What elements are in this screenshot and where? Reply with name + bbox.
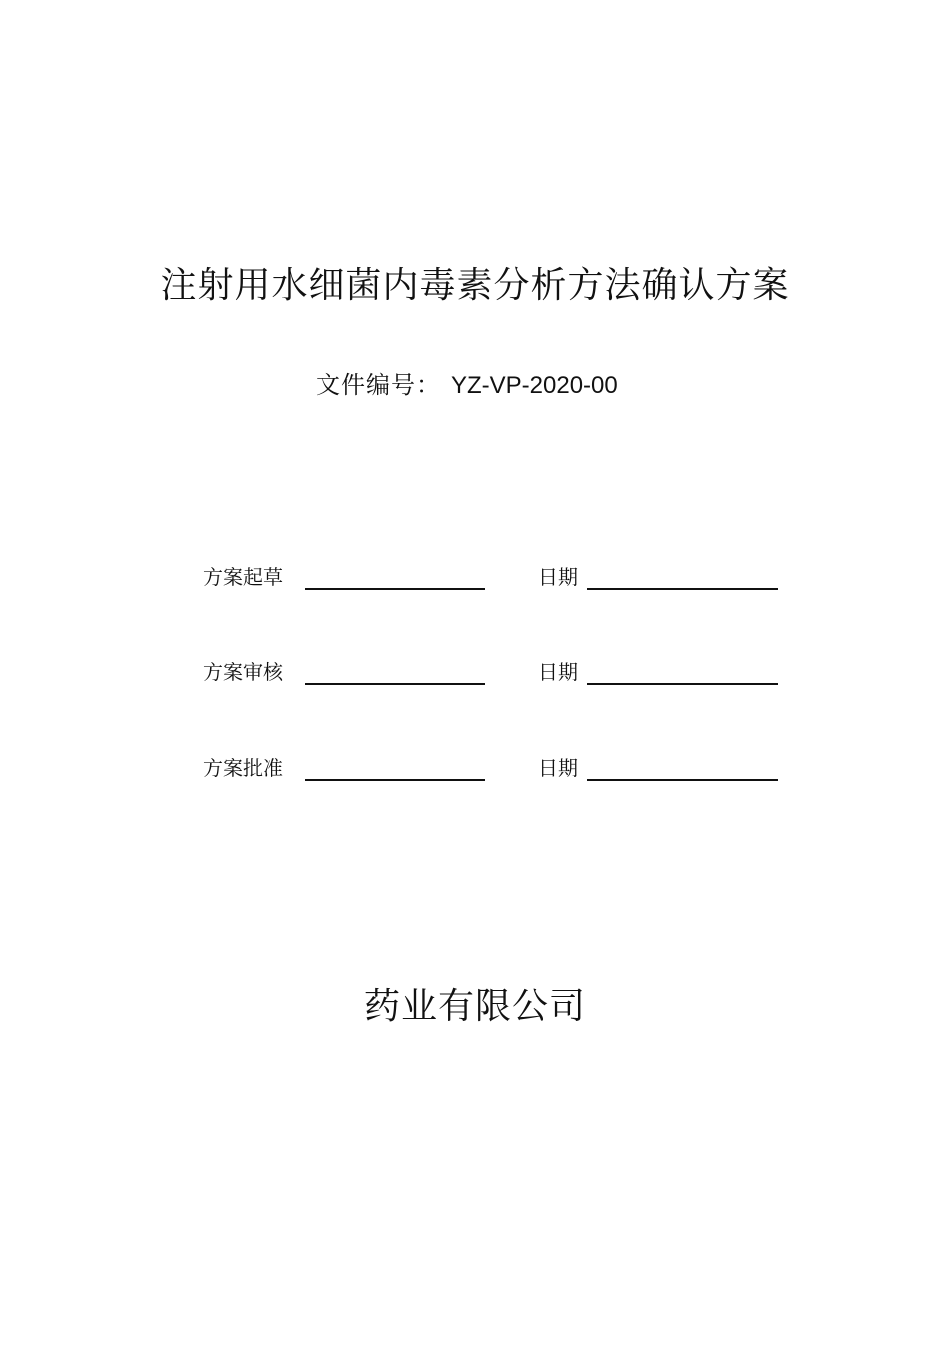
signature-line <box>305 588 485 590</box>
signature-row-approve <box>0 754 950 786</box>
signature-row-review <box>0 658 950 690</box>
signature-line <box>305 779 485 781</box>
date-line <box>587 683 778 685</box>
document-number-value: YZ-VP-2020-00 <box>451 372 618 399</box>
signature-role-label: 方案审核 <box>203 660 283 684</box>
company-name: 药业有限公司 <box>363 986 586 1027</box>
date-label: 日期 <box>538 660 578 684</box>
document-number-label: 文件编号： <box>316 371 441 399</box>
date-label: 日期 <box>538 756 578 780</box>
date-line <box>587 588 778 590</box>
signature-line <box>305 683 485 685</box>
date-label: 日期 <box>538 565 578 589</box>
signature-role-label: 方案起草 <box>203 565 283 589</box>
document-number <box>316 369 618 402</box>
document-title: 注射用水细菌内毒素分析方法确认方案 <box>160 265 790 306</box>
signature-row-draft <box>0 563 950 595</box>
signature-role-label: 方案批准 <box>203 756 283 780</box>
date-line <box>587 779 778 781</box>
